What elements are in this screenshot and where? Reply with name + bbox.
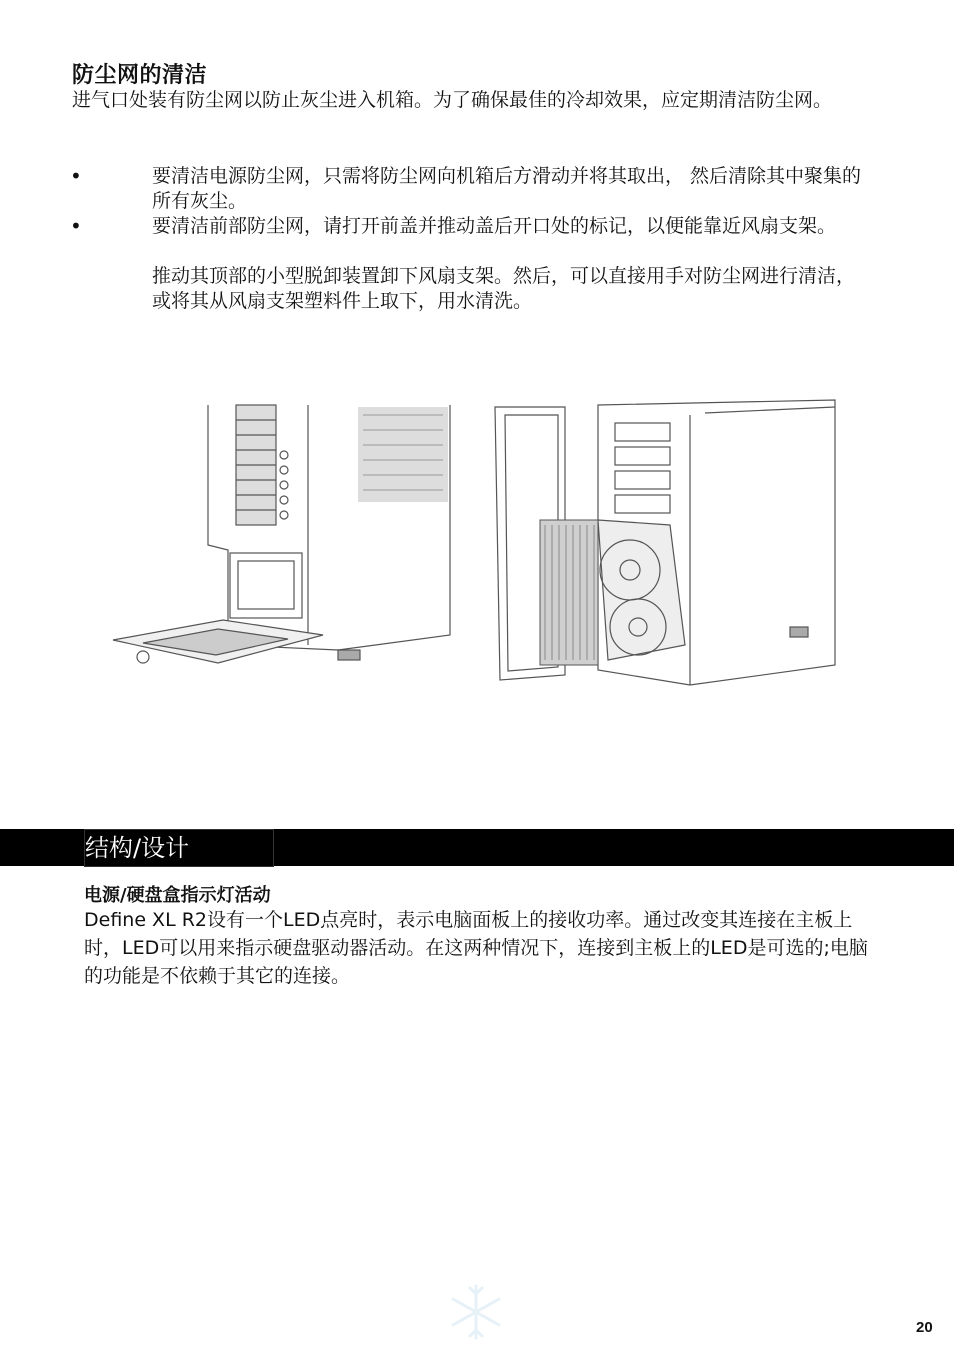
bullet-marker: •	[70, 214, 82, 238]
bullet-item-psu-filter: 要清洁电源防尘网，只需将防尘网向机箱后方滑动并将其取出， 然后清除其中聚集的所有灰尘。	[152, 165, 862, 212]
page-number: 20	[916, 1319, 933, 1336]
snowflake-icon	[446, 1282, 506, 1342]
case-front-filter-illustration	[490, 395, 840, 695]
subsection-heading: 电源/硬盘盒指示灯活动	[84, 885, 271, 906]
section-title: 结构/设计	[84, 829, 274, 867]
intro-paragraph: 进气口处装有防尘网以防止灰尘进入机箱。为了确保最佳的冷却效果，应定期清洁防尘网。	[72, 89, 833, 111]
section-heading: 防尘网的清洁	[72, 63, 208, 88]
bullet-continuation: 推动其顶部的小型脱卸装置卸下风扇支架。然后，可以直接用手对防尘网进行清洁，或将其从风扇支架塑料件上取下，用水清洗。	[152, 265, 856, 312]
bullet-item-front-filter: 要清洁前部防尘网，请打开前盖并推动盖后开口处的标记，以便能靠近风扇支架。	[152, 215, 837, 237]
led-description-paragraph: Define XL R2设有一个LED点亮时，表示电脑面板上的接收功率。通过改变其连接在主板上时，LED可以用来指示硬盘驱动器活动。在这两种情况下，连接到主板上的LED是可选的;电脑的功能是不依赖于其它的连接。	[84, 909, 868, 987]
case-rear-filter-illustration	[108, 395, 454, 695]
bullet-marker: •	[70, 164, 82, 188]
